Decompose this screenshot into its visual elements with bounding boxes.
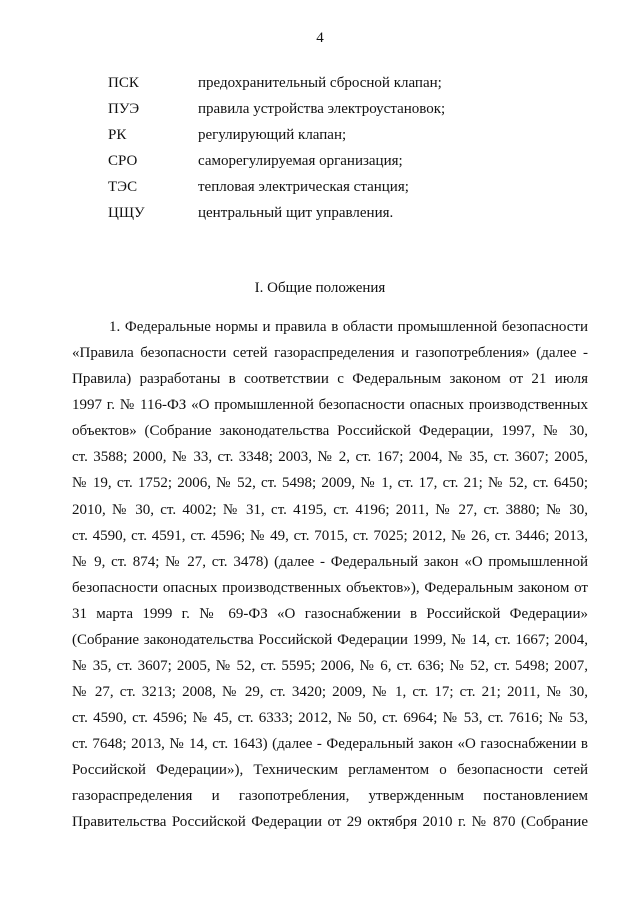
paragraph-line: «Правила безопасности сетей газораспределения и газопотребления» (далее - <box>72 345 588 362</box>
paragraph-line: ст. 4590, ст. 4596; № 45, ст. 6333; 2012, № 50, ст. 6964; № 53, ст. 7616; № 53, <box>72 710 588 727</box>
page-number: 4 <box>316 30 324 46</box>
paragraph-line: ст. 3588; 2000, № 33, ст. 3348; 2003, № 2, ст. 167; 2004, № 35, ст. 3607; 2005, <box>72 449 588 466</box>
abbreviation-term: ТЭС <box>108 179 138 195</box>
abbreviation-term: СРО <box>108 153 138 169</box>
paragraph-line: 31 марта 1999 г. № 69-ФЗ «О газоснабжении в Российской Федерации» <box>72 605 588 622</box>
paragraph-line: ст. 7648; 2013, № 14, ст. 1643) (далее - Федеральный закон «О газоснабжении в <box>72 736 588 753</box>
abbreviation-term: РК <box>108 127 127 143</box>
abbreviation-row <box>108 148 588 174</box>
abbreviation-list <box>108 70 588 226</box>
paragraph-line: № 19, ст. 1752; 2006, № 52, ст. 5498; 2009, № 1, ст. 17, ст. 21; № 52, ст. 6450; <box>72 475 588 492</box>
abbreviation-row <box>108 200 588 226</box>
abbreviation-row <box>108 174 588 200</box>
paragraph <box>72 314 588 836</box>
paragraph-line: 1. Федеральные нормы и правила в области промышленной безопасности <box>109 319 588 335</box>
abbreviation-definition: правила устройства электроустановок; <box>198 101 446 117</box>
paragraph-line: 2010, № 30, ст. 4002; № 31, ст. 4195, ст. 4196; 2011, № 27, ст. 3880; № 30, <box>72 501 588 518</box>
paragraph-line: объектов» (Собрание законодательства Российской Федерации, 1997, № 30, <box>72 423 588 440</box>
abbreviation-definition: тепловая электрическая станция; <box>198 179 409 195</box>
paragraph-line: газораспределения и газопотребления, утвержденным постановлением <box>72 788 588 805</box>
abbreviation-definition: саморегулируемая организация; <box>198 153 403 169</box>
paragraph-line: Правительства Российской Федерации от 29 октября 2010 г. № 870 (Собрание <box>72 814 588 831</box>
abbreviation-row <box>108 96 588 122</box>
paragraph-line: безопасности опасных производственных объектов»), Федеральным законом от <box>72 579 588 596</box>
abbreviation-row <box>108 122 588 148</box>
section-heading: I. Общие положения <box>254 280 386 296</box>
paragraph-line: 1997 г. № 116-ФЗ «О промышленной безопасности опасных производственных <box>72 397 588 414</box>
paragraph-line: № 27, ст. 3213; 2008, № 29, ст. 3420; 2009, № 1, ст. 17; ст. 21; 2011, № 30, <box>72 684 588 701</box>
abbreviation-term: ЦЩУ <box>108 205 145 221</box>
abbreviation-definition: центральный щит управления. <box>198 205 394 221</box>
abbreviation-definition: предохранительный сбросной клапан; <box>198 75 442 91</box>
abbreviation-term: ПСК <box>108 75 139 91</box>
paragraph-line: № 35, ст. 3607; 2005, № 52, ст. 5595; 2006, № 6, ст. 636; № 52, ст. 5498; 2007, <box>72 658 588 675</box>
paragraph-line: ст. 4590, ст. 4591, ст. 4596; № 49, ст. 7015, ст. 7025; 2012, № 26, ст. 3446; 2013, <box>72 527 588 544</box>
paragraph-line: Правила) разработаны в соответствии с Федеральным законом от 21 июля <box>72 371 588 388</box>
paragraph-line: (Собрание законодательства Российской Федерации 1999, № 14, ст. 1667; 2004, <box>72 631 588 648</box>
paragraph-line: Российской Федерации»), Техническим регламентом о безопасности сетей <box>72 762 588 779</box>
abbreviation-term: ПУЭ <box>108 101 140 117</box>
paragraph-line: № 9, ст. 874; № 27, ст. 3478) (далее - Федеральный закон «О промышленной <box>72 553 588 570</box>
abbreviation-definition: регулирующий клапан; <box>198 127 347 143</box>
abbreviation-row <box>108 70 588 96</box>
